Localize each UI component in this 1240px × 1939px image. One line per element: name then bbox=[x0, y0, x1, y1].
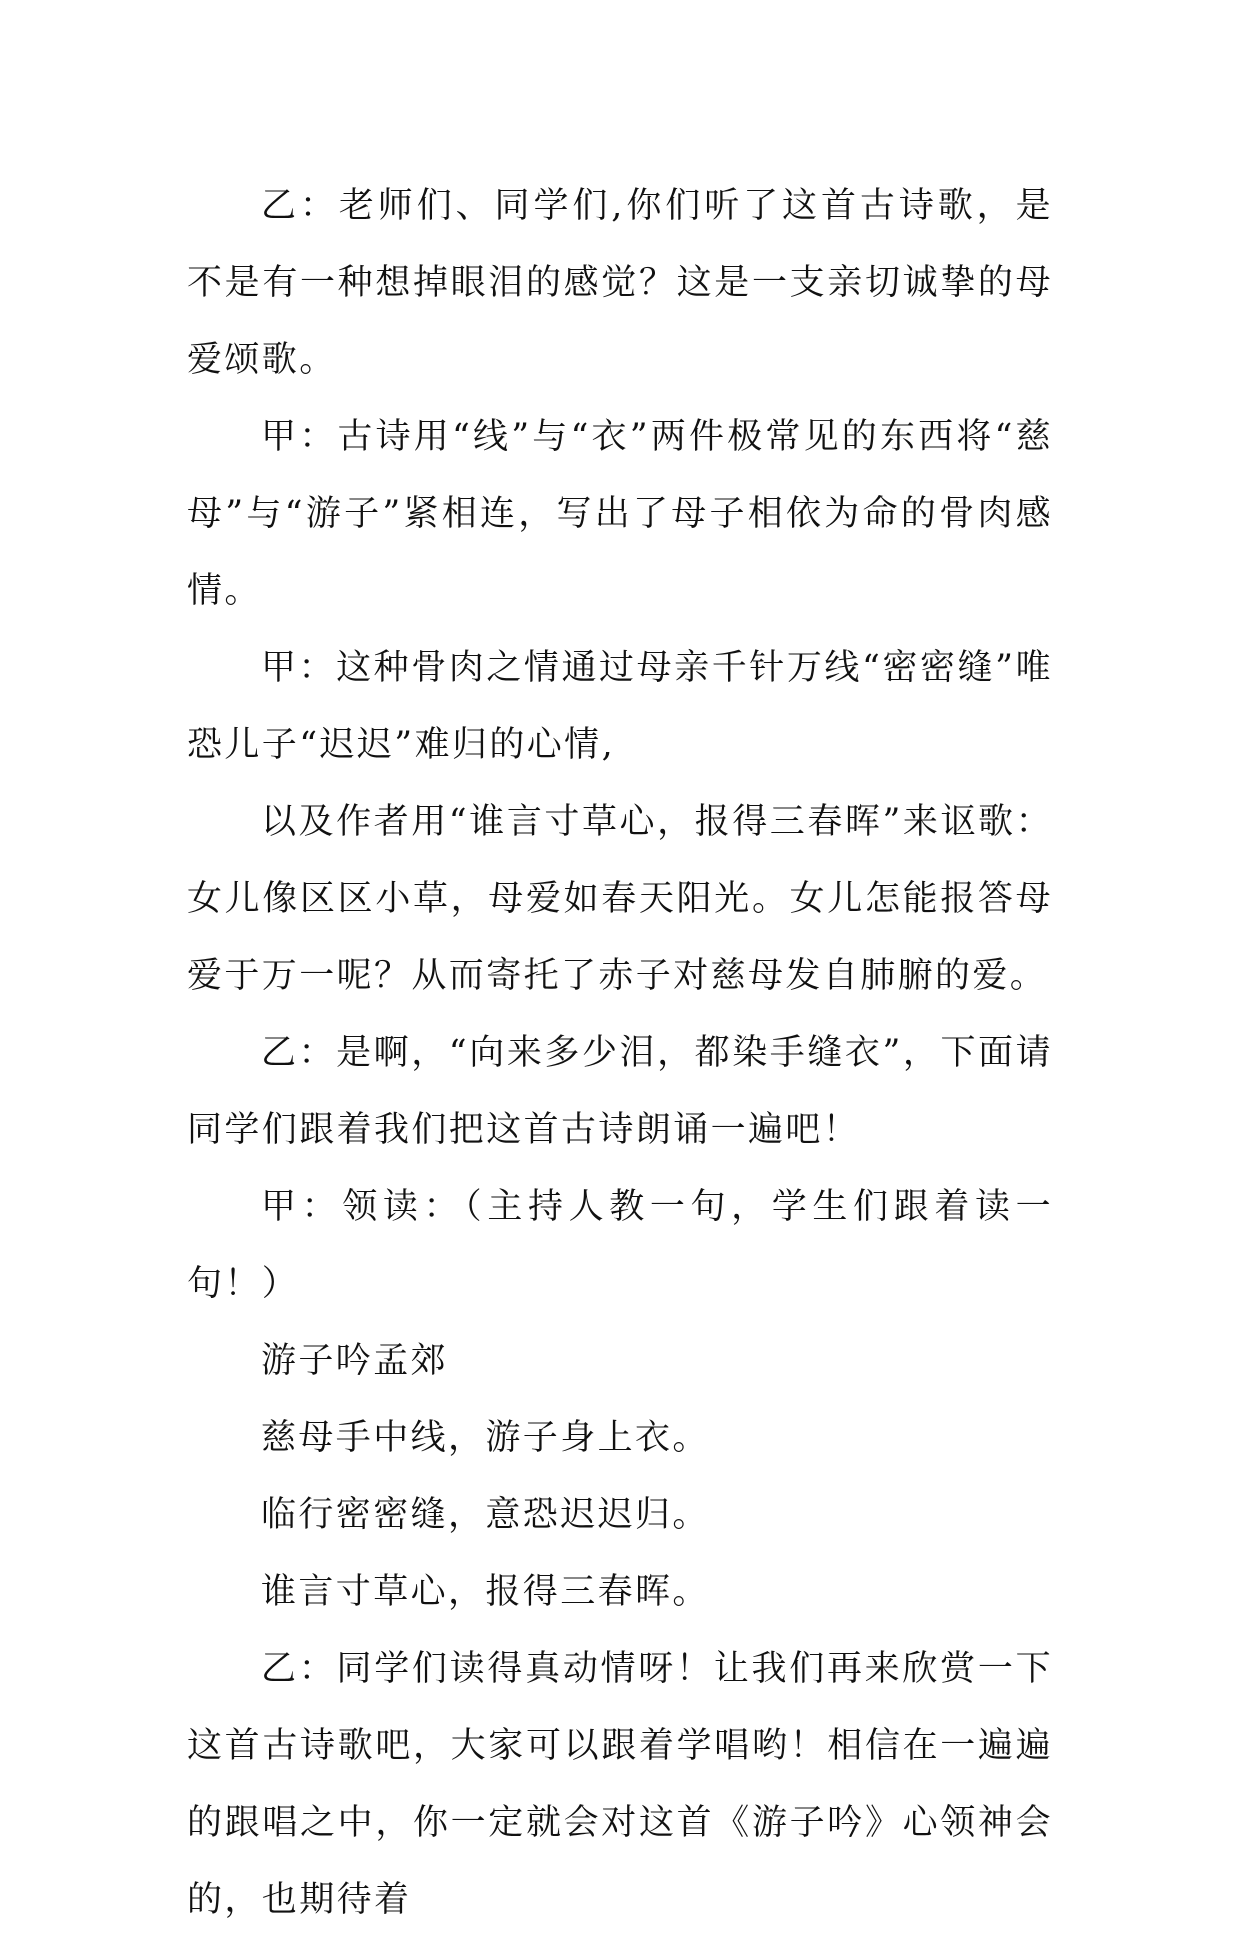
paragraph: 甲：领读：（主持人教一句，学生们跟着读一句！） bbox=[187, 1187, 1053, 1304]
paragraph: 乙：老师们、同学们,你们听了这首古诗歌，是不是有一种想掉眼泪的感觉？这是一支亲切诚挚的母爱颂歌。 bbox=[187, 186, 1053, 380]
poem-line: 慈母手中线，游子身上衣。 bbox=[261, 1418, 710, 1458]
paragraph: 乙：是啊，“向来多少泪，都染手缝衣”，下面请同学们跟着我们把这首古诗朗诵一遍吧！ bbox=[187, 1033, 1053, 1150]
paragraph: 乙：同学们读得真动情呀！让我们再来欣赏一下这首古诗歌吧，大家可以跟着学唱哟！相信在一遍遍的跟唱之中，你一定就会对这首《游子吟》心领神会的，也期待着 bbox=[187, 1649, 1053, 1920]
paragraph: 甲：这种骨肉之情通过母亲千针万线“密密缝”唯恐儿子“迟迟”难归的心情, bbox=[187, 648, 1053, 765]
paragraph: 以及作者用“谁言寸草心，报得三春晖”来讴歌：女儿像区区小草，母爱如春天阳光。女儿怎能报答母爱于万一呢？从而寄托了赤子对慈母发自肺腑的爱。 bbox=[187, 802, 1053, 996]
paragraph: 甲：古诗用“线”与“衣”两件极常见的东西将“慈母”与“游子”紧相连，写出了母子相依为命的骨肉感情。 bbox=[187, 417, 1053, 611]
poem-line: 谁言寸草心，报得三春晖。 bbox=[261, 1572, 710, 1612]
document-body bbox=[187, 168, 1053, 1939]
poem-title: 游子吟孟郊 bbox=[261, 1341, 449, 1381]
poem-line: 临行密密缝，意恐迟迟归。 bbox=[261, 1495, 710, 1535]
